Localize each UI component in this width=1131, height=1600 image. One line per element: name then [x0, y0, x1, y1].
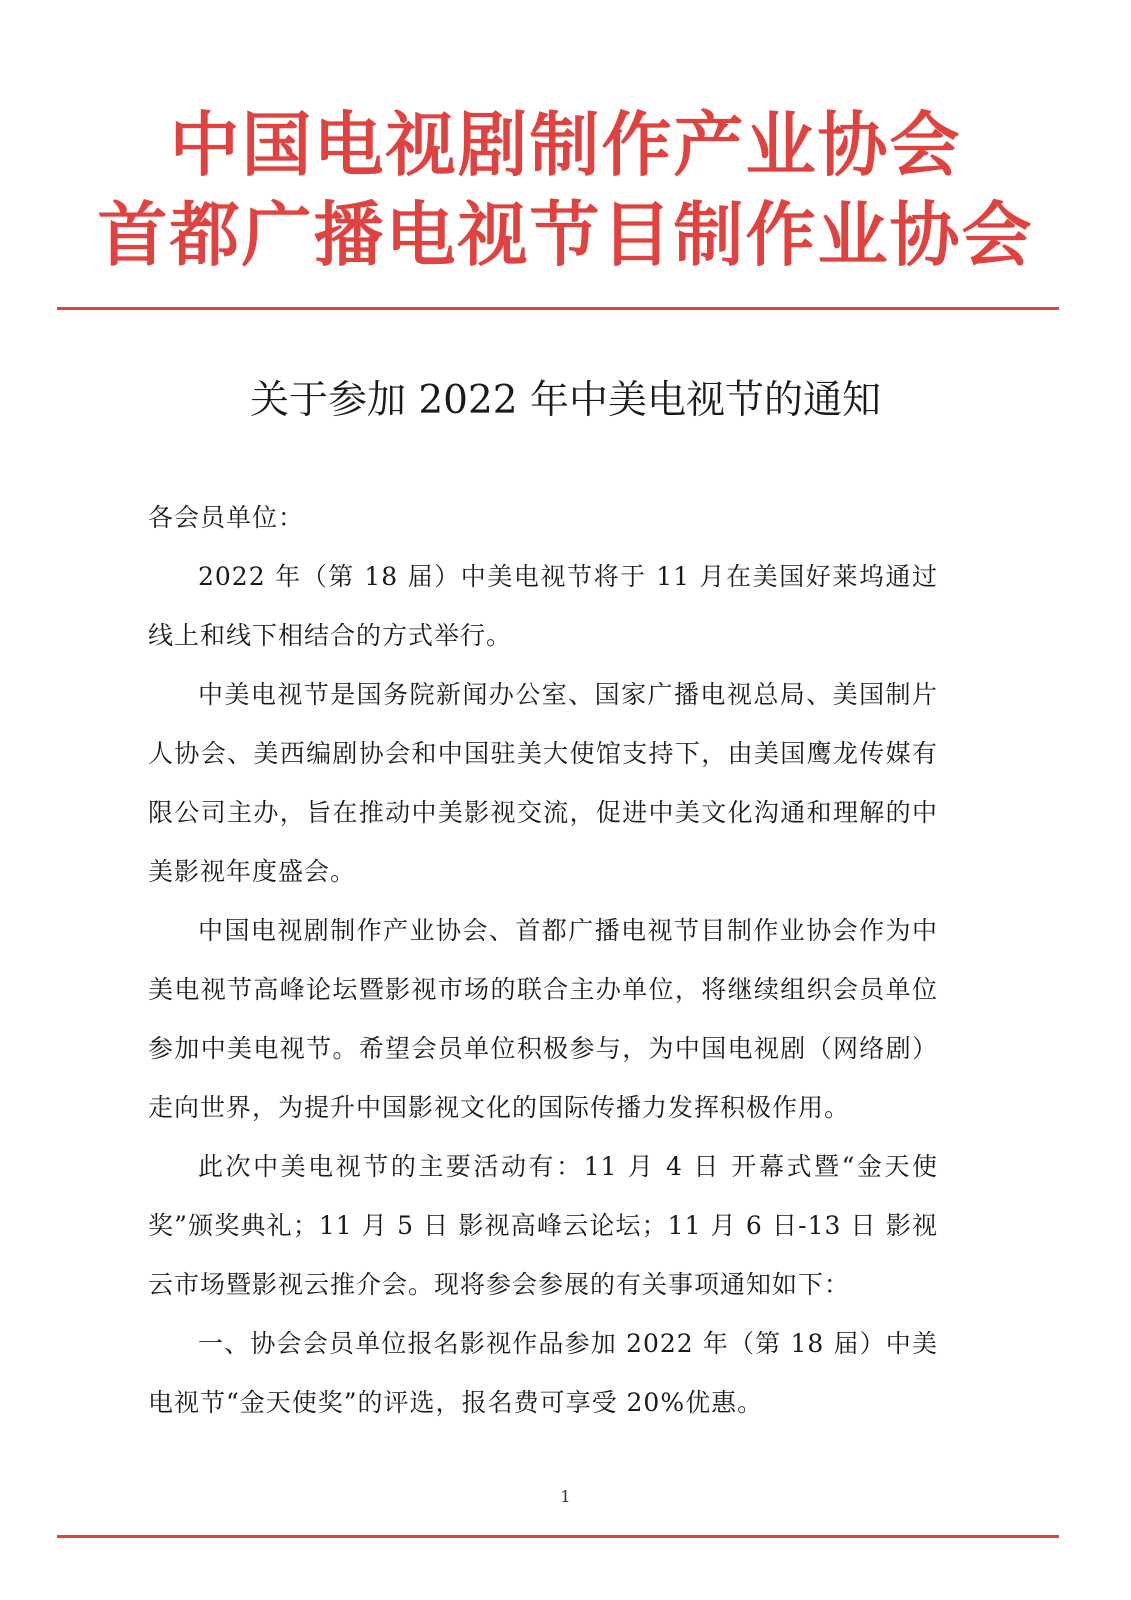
- page-number: 1: [560, 1487, 571, 1506]
- letterhead: [0, 100, 1131, 280]
- paragraph-2: 中美电视节是国务院新闻办公室、国家广播电视总局、美国制片人协会、美西编剧协会和中国驻美大使馆支持下，由美国鹰龙传媒有限公司主办，旨在推动中美影视交流，促进中美文化沟通和理解的中美影视年度盛会。: [148, 680, 938, 886]
- paragraph-5: 一、协会会员单位报名影视作品参加 2022 年（第 18 届）中美电视节“金天使奖”的评选，报名费可享受 20%优惠。: [148, 1329, 938, 1417]
- paragraph-3: 中国电视剧制作产业协会、首都广播电视节目制作业协会作为中美电视节高峰论坛暨影视市场的联合主办单位，将继续组织会员单位参加中美电视节。希望会员单位积极参与，为中国电视剧（网络剧）走向世界，为提升中国影视文化的国际传播力发挥积极作用。: [148, 916, 938, 1122]
- notice-title: 关于参加 2022 年中美电视节的通知: [249, 378, 882, 423]
- paragraph-1: 2022 年（第 18 届）中美电视节将于 11 月在美国好莱坞通过线上和线下相结合的方式举行。: [148, 562, 938, 650]
- footer-divider: [57, 1535, 1059, 1538]
- notice-body: [148, 488, 938, 1432]
- letterhead-org-2: 首都广播电视节目制作业协会: [97, 193, 1034, 276]
- paragraph-4: 此次中美电视节的主要活动有：11 月 4 日 开幕式暨“金天使奖”颁奖典礼；11 月 5 日 影视高峰云论坛；11 月 6 日-13 日 影视云市场暨影视云推介会。现将参会参展的有关事项通知如下：: [148, 1152, 938, 1299]
- salutation: 各会员单位：: [148, 503, 305, 532]
- letterhead-org-1: 中国电视剧制作产业协会: [169, 103, 962, 186]
- letterhead-divider: [57, 307, 1059, 310]
